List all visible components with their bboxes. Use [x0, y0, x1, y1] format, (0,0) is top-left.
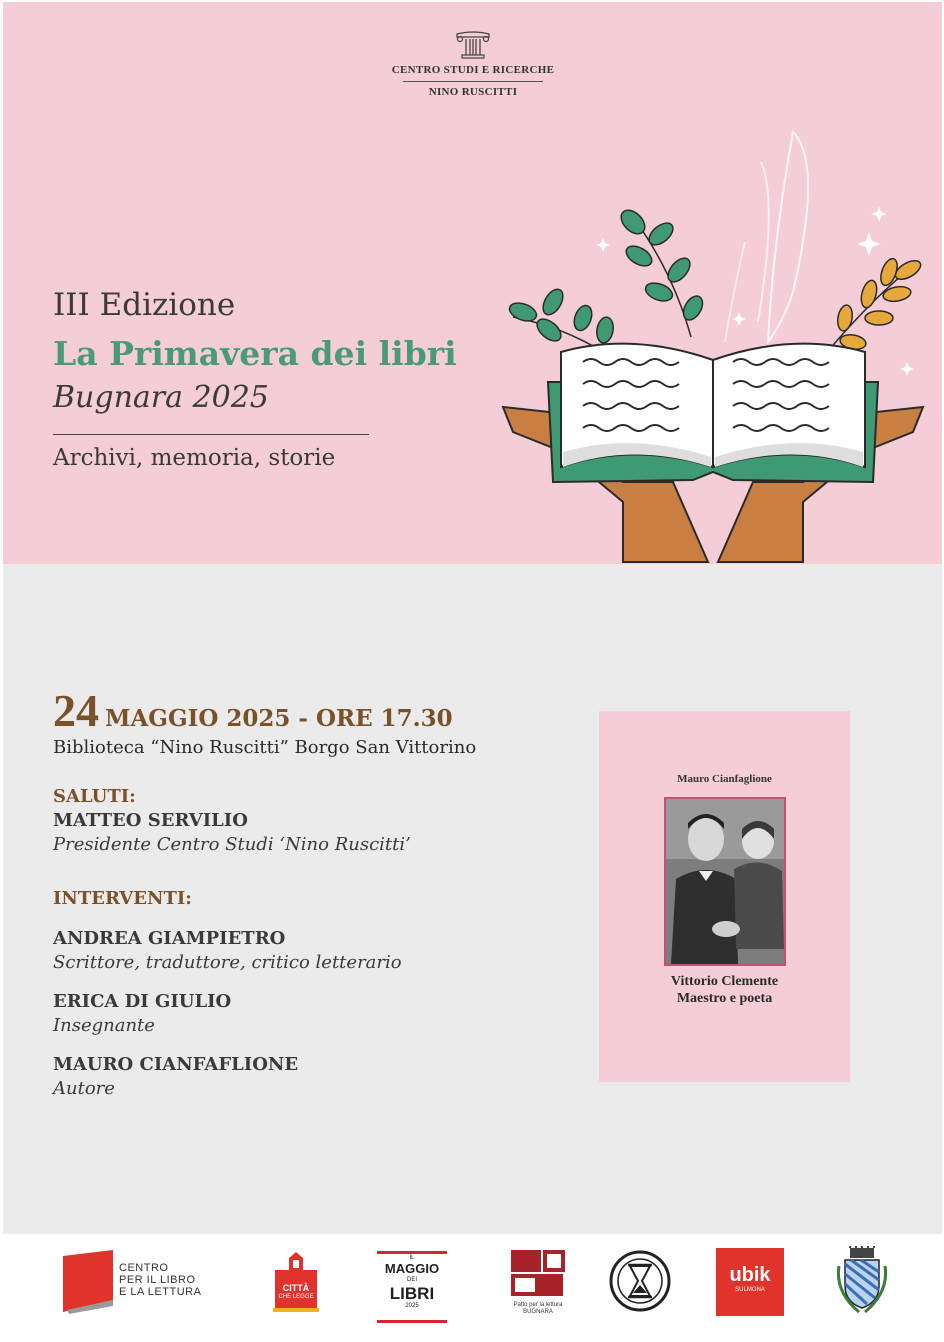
book-author: Mauro Cianfaglione [677, 773, 772, 785]
cepell-line-3: E LA LETTURA [119, 1286, 202, 1298]
cepell-logo [59, 1248, 229, 1318]
speaker-name: ERICA DI GIULIO [53, 991, 232, 1012]
citta-line-2: CHE LEGGE [278, 1294, 314, 1300]
book-cover [599, 711, 850, 1082]
maggio-line-2: MAGGIO [384, 1261, 440, 1276]
ubik-name: ubik [729, 1264, 771, 1286]
greetings-heading: SALUTI: [53, 786, 136, 807]
speaker-name: ANDREA GIAMPIETRO [53, 928, 286, 949]
coat-of-arms-logo [833, 1246, 891, 1316]
maggio-dei-libri-logo [377, 1251, 447, 1323]
speaker-role: Scrittore, traduttore, critico letterario [53, 952, 402, 973]
greeting-role: Presidente Centro Studi ‘Nino Ruscitti’ [53, 834, 411, 855]
organization-header [333, 30, 613, 98]
book-title-line-1: Vittorio Clemente [670, 974, 779, 989]
speakers-heading: INTERVENTI: [53, 888, 192, 909]
cepell-line-1: CENTRO [119, 1262, 169, 1274]
maggio-line-4: LIBRI [389, 1284, 435, 1303]
maggio-line-1: IL [409, 1255, 415, 1261]
citta-che-legge-logo [271, 1248, 321, 1318]
maggio-line-5: 2025 [405, 1303, 419, 1309]
patto-line-1: Patto per la lettura [513, 1302, 563, 1308]
org-divider [403, 81, 543, 82]
event-date [53, 684, 453, 737]
org-line-2: NINO RUSCITTI [428, 86, 518, 98]
speaker-role: Insegnante [53, 1015, 155, 1036]
book-photo [664, 797, 786, 966]
ubik-logo [716, 1248, 784, 1316]
org-line-1: CENTRO STUDI E RICERCHE [391, 64, 555, 76]
speaker-name: MAURO CIANFAFLIONE [53, 1054, 299, 1075]
book-title-line-2: Maestro e poeta [676, 991, 773, 1006]
maggio-line-3: DEI [406, 1277, 417, 1283]
patto-line-2: BUGNARA [523, 1309, 553, 1315]
book-illustration [493, 122, 933, 564]
event-theme: Archivi, memoria, storie [53, 445, 336, 471]
citta-line-1: CITTÀ [282, 1283, 310, 1293]
event-date-time: MAGGIO 2025 - ORE 17.30 [105, 705, 453, 732]
event-place: Biblioteca “Nino Ruscitti” Borgo San Vittorino [53, 737, 477, 758]
event-title: La Primavera dei libri [53, 334, 457, 373]
column-icon [455, 30, 491, 60]
ubik-city: SULMONA [735, 1287, 765, 1293]
greeting-name: MATTEO SERVILIO [53, 810, 248, 831]
speaker-role: Autore [53, 1078, 115, 1099]
event-subtitle: Bugnara 2025 [53, 380, 269, 415]
hourglass-seal-logo [609, 1250, 671, 1312]
event-day: 24 [53, 685, 99, 736]
patto-lettura-logo [503, 1248, 573, 1318]
poster [3, 2, 942, 1340]
edition-label: III Edizione [53, 287, 236, 323]
header-section [3, 2, 942, 564]
title-divider [53, 434, 369, 435]
cepell-line-2: PER IL LIBRO [119, 1274, 196, 1286]
